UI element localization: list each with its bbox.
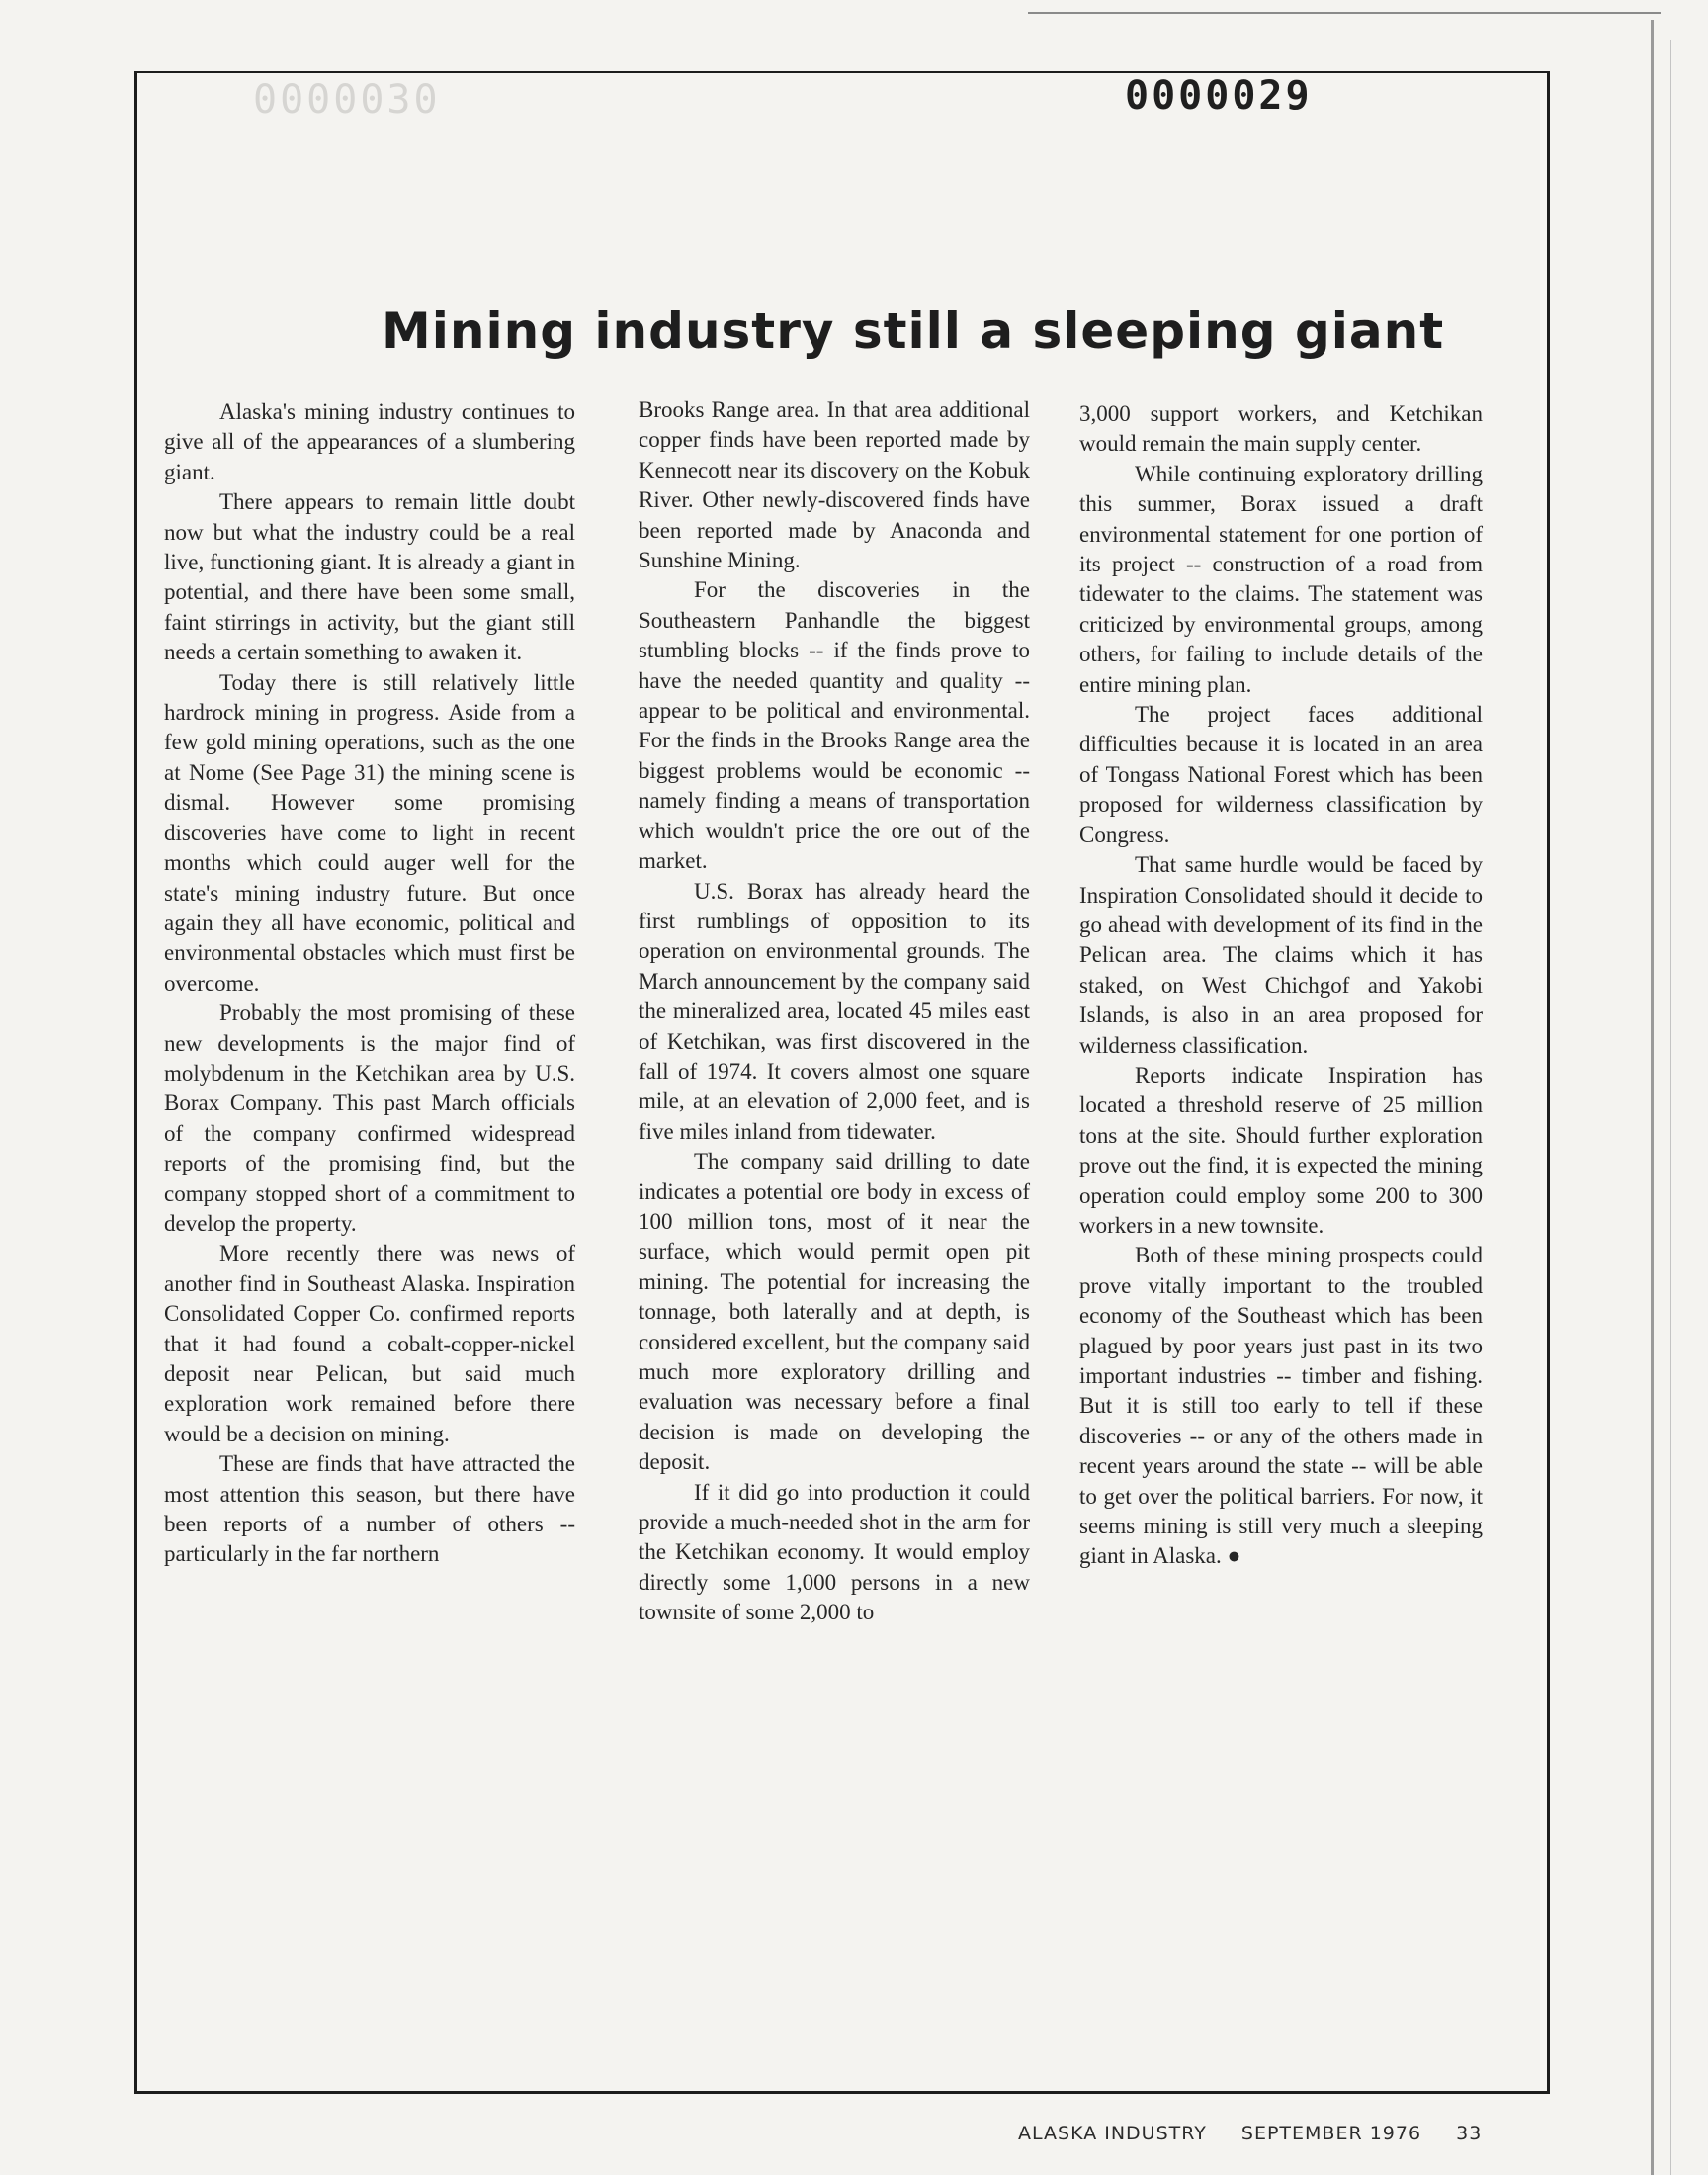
- paragraph: More recently there was news of another find in Southeast Alaska. Inspiration Consolidated Copper Co. confirmed reports that it had found a cobalt-copper-nickel deposit near Pelican, but said much exploration work remained before there would be a decision on mining.: [164, 1241, 575, 1446]
- paragraph: These are finds that have attracted the most attention this season, but there have been reports of a number of others -- particularly in the far northern: [164, 1451, 575, 1567]
- paragraph: Today there is still relatively little hardrock mining in progress. Aside from a few gold mining operations, such as the one at Nome (See Page 31) the mining scene is dismal. However some promising discoveries have come to light in recent months which could auger well for the state's mining industry future. But once again they all have economic, political and environmental obstacles which must first be overcome.: [164, 669, 575, 996]
- issue-date: SEPTEMBER 1976: [1240, 2123, 1422, 2144]
- document-number-stamp: 0000029: [1125, 73, 1313, 119]
- page-footer: [1018, 2123, 1482, 2144]
- article-column-3: [1079, 399, 1483, 1572]
- paragraph: There appears to remain little doubt now but what the industry could be a real live, functioning giant. It is already a giant in potential, and there have been some small, faint stirrings in activity, but the giant still needs a certain something to awaken it.: [164, 489, 575, 665]
- page-number: 33: [1456, 2123, 1483, 2144]
- paragraph: Reports indicate Inspiration has located a threshold reserve of 25 million tons at the site. Should further exploration prove out the find, it is expected the mining operation could employ some 200 to 300 workers in a new townsite.: [1079, 1062, 1483, 1238]
- publication-name: ALASKA INDUSTRY: [1018, 2123, 1207, 2144]
- paragraph: 3,000 support workers, and Ketchikan would remain the main supply center.: [1079, 401, 1483, 457]
- paragraph: Alaska's mining industry continues to give all of the appearances of a slumbering giant.: [164, 399, 575, 484]
- page-edge-shadow: [1670, 40, 1671, 2175]
- page-top-edge: [1028, 12, 1661, 14]
- paragraph: The project faces additional difficulties because it is located in an area of Tongass National Forest which has been proposed for wilderness classification by Congress.: [1079, 702, 1483, 847]
- paragraph: The company said drilling to date indicates a potential ore body in excess of 100 million tons, most of it near the surface, which would permit open pit mining. The potential for increasing the tonnage, both laterally and at depth, is considered excellent, but the company said much more exploratory drilling and evaluation was necessary before a final decision is made on developing the deposit.: [639, 1149, 1030, 1475]
- paragraph: Probably the most promising of these new developments is the major find of molybdenum in the Ketchikan area by U.S. Borax Company. This past March officials of the company confirmed widespread reports of the promising find, but the company stopped short of a commitment to develop the property.: [164, 1000, 575, 1236]
- paragraph: While continuing exploratory drilling this summer, Borax issued a draft environmental statement for one portion of its project -- construction of a road from tidewater to the claims. The statement was criticized by environmental groups, among others, for failing to include details of the entire mining plan.: [1079, 461, 1483, 697]
- bleed-through-stamp: 0000030: [253, 77, 441, 123]
- paragraph: Brooks Range area. In that area additional copper finds have been reported made by Kennecott near its discovery on the Kobuk River. Other newly-discovered finds have been reported made by Anaconda and Sunshine Mining.: [639, 397, 1030, 573]
- paragraph: If it did go into production it could provide a much-needed shot in the arm for the Ketchikan economy. It would employ directly some 1,000 persons in a new townsite of some 2,000 to: [639, 1479, 1030, 1625]
- article-headline: Mining industry still a sleeping giant: [382, 302, 1445, 360]
- paragraph: That same hurdle would be faced by Inspiration Consolidated should it decide to go ahead with development of its find in the Pelican area. The claims which it has staked, on West Chichgof and Yakobi Islands, is also in an area proposed for wilderness classification.: [1079, 852, 1483, 1058]
- paragraph: U.S. Borax has already heard the first rumblings of opposition to its operation on environmental grounds. The March announcement by the company said the mineralized area, located 45 miles east of Ketchikan, was first discovered in the fall of 1974. It covers almost one square mile, at an elevation of 2,000 feet, and is five miles inland from tidewater.: [639, 878, 1030, 1144]
- paragraph: For the discoveries in the Southeastern Panhandle the biggest stumbling blocks -- if the finds prove to have the needed quantity and quality -- appear to be political and environmental. For the finds in the Brooks Range area the biggest problems would be economic -- namely finding a means of transportation which wouldn't price the ore out of the market.: [639, 577, 1030, 874]
- article-column-1: [164, 397, 575, 1570]
- paragraph: Both of these mining prospects could prove vitally important to the troubled economy of the Southeast which has been plagued by poor years just past in its two important industries -- timber and fishing. But it is still too early to tell if these discoveries -- or any of the others made in recent years around the state -- will be able to get over the political barriers. For now, it seems mining is still very much a sleeping giant in Alaska. ●: [1079, 1243, 1483, 1569]
- page-edge: [1651, 20, 1654, 2175]
- article-column-2: [639, 395, 1030, 1628]
